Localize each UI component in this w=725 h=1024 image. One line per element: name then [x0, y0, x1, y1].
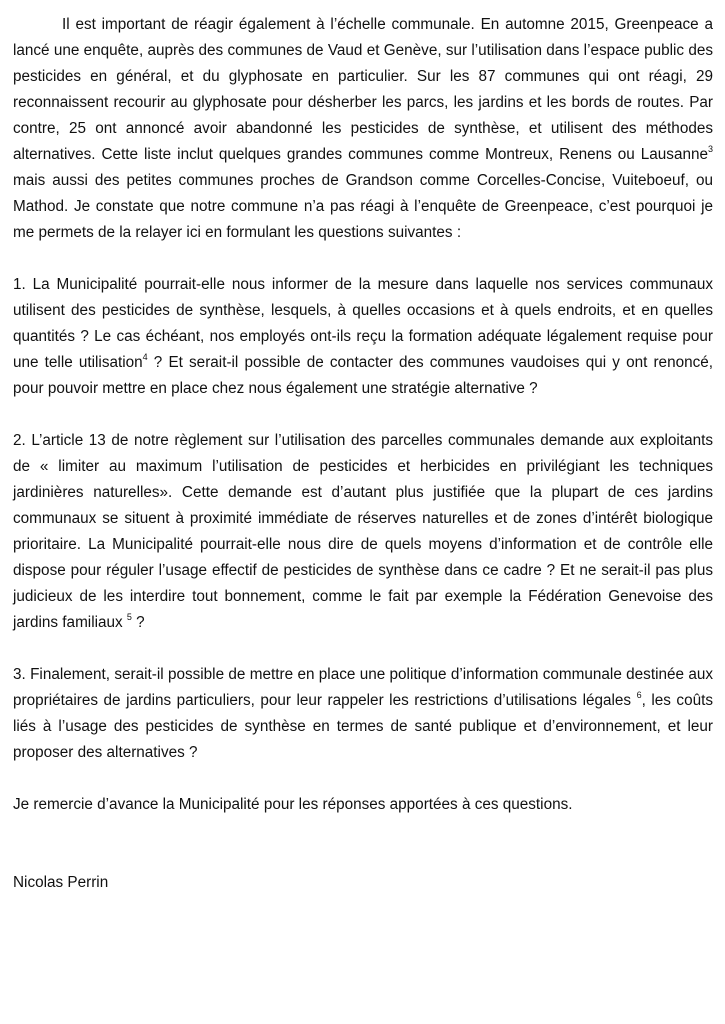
- document-page: [13, 12, 713, 896]
- footnote-ref-6[interactable]: 6: [636, 689, 642, 700]
- question-2-text-part2: ?: [131, 614, 145, 631]
- question-1-text-part1: 1. La Municipalité pourrait-elle nous informer de la mesure dans laquelle nos services communaux utilisent des pesticides de synthèse, lesquels, à quelles occasions et à quels endroits, et en quelles quantités ? Le cas échéant, nos employés ont-ils reçu la formation adéquate légalement requise pour une telle utilisation: [13, 276, 713, 371]
- question-1-paragraph: [13, 272, 713, 402]
- question-2-text-part1: 2. L’article 13 de notre règlement sur l’utilisation des parcelles communales demande aux exploitants de « limiter au maximum l’utilisation de pesticides et herbicides en privilégiant les techniques jardinières naturelles». Cette demande est d’autant plus justifiée que la plupart de ces jardins communaux se situent à proximité immédiate de réserves naturelles et de zones d’intérêt biologique prioritaire. La Municipalité pourrait-elle nous dire de quels moyens d’information et de contrôle elle dispose pour réguler l’usage effectif de pesticides de synthèse dans ce cadre ? Et ne serait-il pas plus judicieux de les interdire tout bonnement, comme le fait par exemple la Fédération Genevoise des jardins familiaux: [13, 432, 713, 631]
- intro-text-part1: Il est important de réagir également à l’échelle communale. En automne 2015, Greenpeace a lancé une enquête, auprès des communes de Vaud et Genève, sur l’utilisation dans l’espace public des pesticides en général, et du glyphosate en particulier. Sur les 87 communes qui ont réagi, 29 reconnaissent recourir au glyphosate pour désherber les parcs, les jardins et les bords de routes. Par contre, 25 ont annoncé avoir abandonné les pesticides de synthèse, et utilisent des méthodes alternatives. Cette liste inclut quelques grandes communes comme Montreux, Renens ou Lausanne: [13, 16, 713, 163]
- paragraph-spacer: [13, 766, 713, 792]
- question-1-text-part2: ? Et serait-il possible de contacter des communes vaudoises qui y ont renoncé, pour pouvoir mettre en place chez nous également une stratégie alternative ?: [13, 354, 713, 397]
- footnote-ref-5[interactable]: 5: [126, 611, 132, 622]
- paragraph-spacer: [13, 402, 713, 428]
- signature-name: Nicolas Perrin: [13, 874, 109, 891]
- signature-spacer: [13, 818, 713, 870]
- closing-paragraph: Je remercie d’avance la Municipalité pour les réponses apportées à ces questions.: [13, 796, 573, 813]
- question-3-text-part1: 3. Finalement, serait-il possible de mettre en place une politique d’information communale destinée aux propriétaires de jardins particuliers, pour leur rappeler les restrictions d’utilisations légales: [13, 666, 713, 709]
- paragraph-spacer: [13, 636, 713, 662]
- question-3-text-part2: , les coûts liés à l’usage des pesticides de synthèse en termes de santé publique et d’environnement, et leur proposer des alternatives ?: [13, 692, 713, 761]
- question-3-paragraph: [13, 662, 713, 766]
- intro-paragraph: [13, 12, 713, 246]
- intro-text-part2: mais aussi des petites communes proches de Grandson comme Corcelles-Concise, Vuiteboeuf, ou Mathod. Je constate que notre commune n’a pas réagi à l’enquête de Greenpeace, c’est pourquoi je me permets de la relayer ici en formulant les questions suivantes :: [13, 172, 713, 241]
- footnote-ref-3[interactable]: 3: [707, 143, 713, 154]
- paragraph-spacer: [13, 246, 713, 272]
- footnote-ref-4[interactable]: 4: [142, 351, 148, 362]
- question-2-paragraph: [13, 428, 713, 636]
